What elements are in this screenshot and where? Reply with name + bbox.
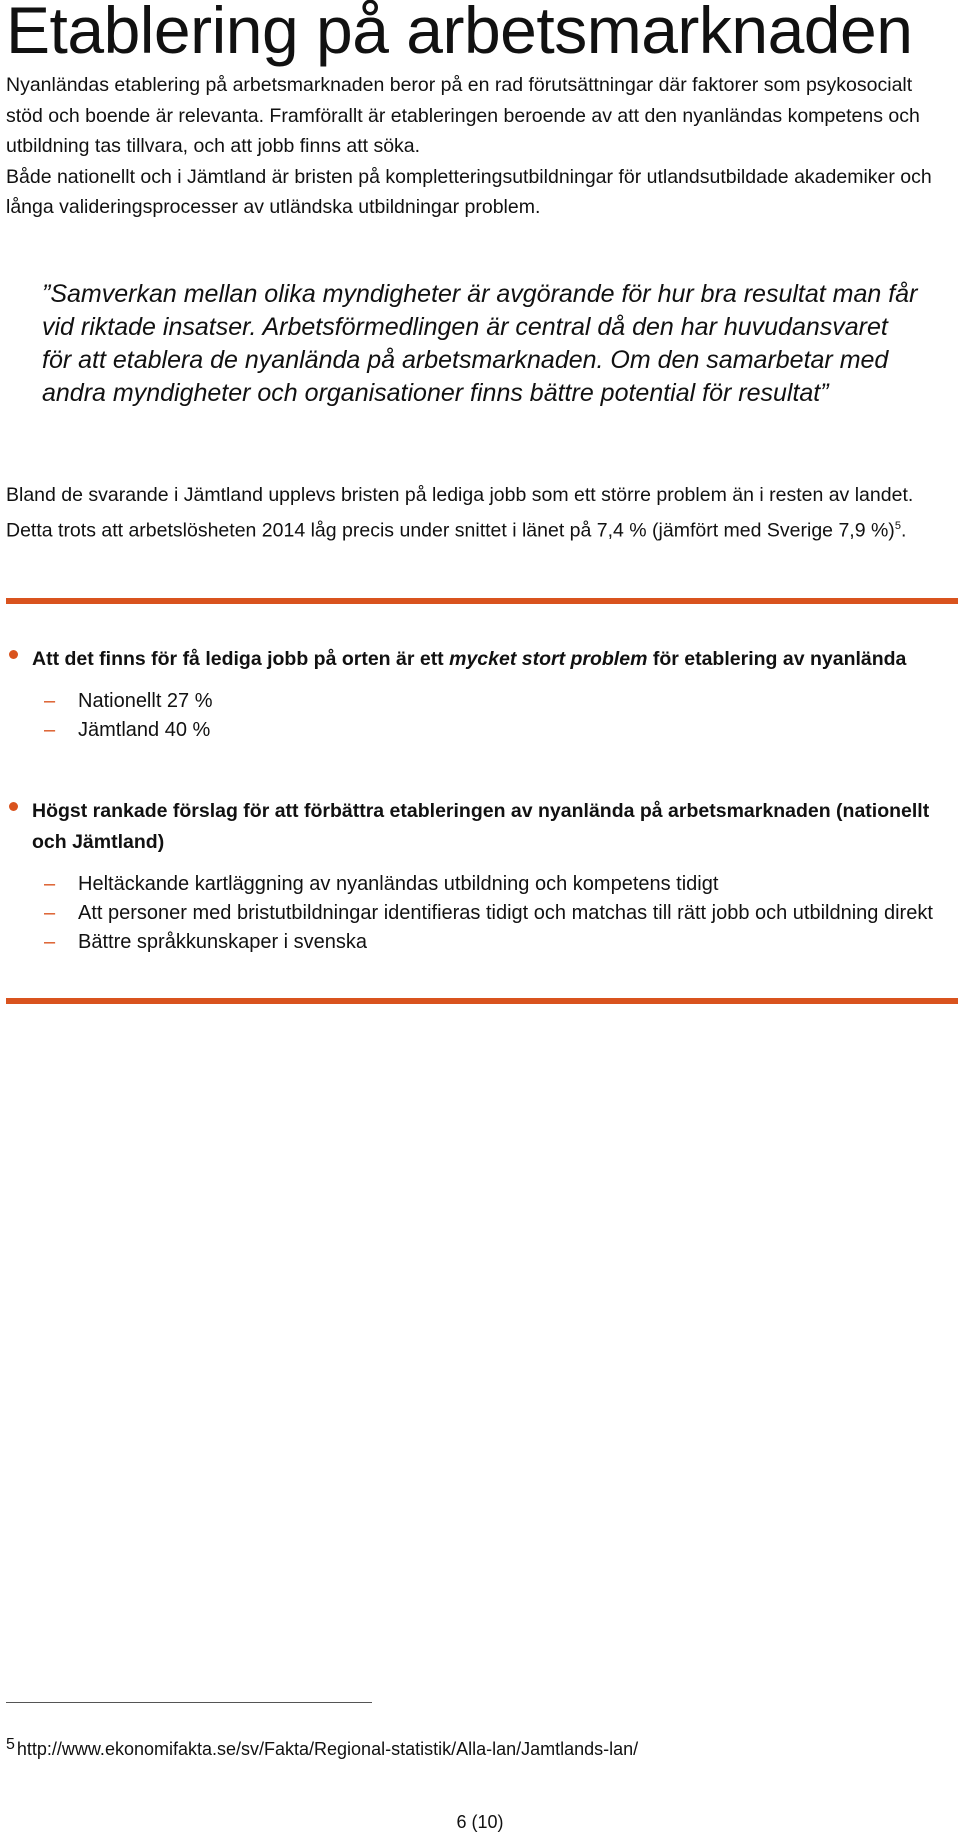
list-item-text: Heltäckande kartläggning av nyanländas utbildning och kompetens tidigt	[78, 873, 719, 895]
bullet-dot-icon	[9, 650, 18, 659]
bullet-text-1-post: för etablering av nyanlända	[647, 648, 907, 670]
bullet-text-2: Högst rankade förslag för att förbättra etableringen av nyanlända på arbetsmarknaden (nationellt och Jämtland)	[32, 800, 930, 853]
footnote	[6, 1734, 638, 1760]
dash-icon: –	[44, 873, 56, 895]
dash-icon: –	[44, 690, 56, 712]
bullet-1-sublist	[44, 687, 950, 745]
body-paragraph-text: Bland de svarande i Jämtland upplevs bristen på lediga jobb som ett större problem än i resten av landet. Detta trots att arbetslösheten 2014 låg precis under snittet i länet på 7,4 % (jämfört med Sverige 7,9 %)	[6, 484, 914, 541]
page-title: Etablering på arbetsmarknaden	[6, 0, 913, 67]
footnote-link[interactable]: http://www.ekonomifakta.se/sv/Fakta/Regional-statistik/Alla-lan/Jamtlands-lan/	[16, 1739, 639, 1759]
list-item-text: Bättre språkkunskaper i svenska	[78, 931, 368, 953]
pull-quote	[42, 278, 922, 410]
bullet-dot-icon	[9, 802, 18, 811]
list-item-text: Att personer med bristutbildningar identifieras tidigt och matchas till rätt jobb och utbildning direkt	[78, 902, 933, 924]
body-paragraph-end: .	[900, 519, 907, 541]
body-section	[6, 480, 950, 546]
footnote-number: 5	[6, 1736, 15, 1753]
body-paragraph	[6, 480, 950, 546]
list-item	[44, 899, 950, 928]
pull-quote-text: ”Samverkan mellan olika myndigheter är avgörande för hur bra resultat man får vid riktade insatser. Arbetsförmedlingen är central då den har huvudansvaret för att etablera de nyanlända på arbetsmarknaden. Om den samarbetar med andra myndigheter och organisationer finns bättre potential för resultat”	[42, 280, 918, 407]
list-item	[44, 687, 950, 716]
page-number: 6 (10)	[456, 1812, 504, 1832]
list-item-text: Jämtland 40 %	[78, 719, 211, 741]
section-divider-bottom	[6, 998, 958, 1004]
list-item	[44, 870, 950, 899]
intro-section	[6, 70, 950, 223]
bullet-text-1	[32, 644, 950, 675]
bullet-item-1	[6, 644, 950, 745]
section-divider-top	[6, 598, 958, 604]
bullet-text-1-pre: Att det finns för få lediga jobb på orten är ett	[32, 648, 450, 670]
list-item	[44, 716, 950, 745]
intro-paragraph-1: Nyanländas etablering på arbetsmarknaden beror på en rad förutsättningar där faktorer som psykosocialt stöd och boende är relevanta. Framförallt är etableringen beroende av att den nyanländas kompetens och utbildning tas tillvara, och att jobb finns att söka.	[6, 74, 920, 157]
list-item	[44, 928, 950, 957]
bullet-heading-2	[6, 796, 950, 858]
intro-paragraph-2: Både nationellt och i Jämtland är bristen på kompletteringsutbildningar för utlandsutbildade akademiker och långa valideringsprocesser av utländska utbildningar problem.	[6, 165, 932, 218]
footnote-divider	[6, 1702, 372, 1703]
bullet-item-2	[6, 796, 950, 957]
dash-icon: –	[44, 931, 56, 953]
footnote-reference[interactable]: 5	[894, 519, 901, 532]
dash-icon: –	[44, 719, 56, 741]
dash-icon: –	[44, 902, 56, 924]
list-item-text: Nationellt 27 %	[78, 690, 213, 712]
bullet-text-1-emphasis: mycket stort problem	[449, 648, 648, 670]
bullet-heading-1	[6, 644, 950, 675]
bullet-2-sublist	[44, 870, 950, 957]
